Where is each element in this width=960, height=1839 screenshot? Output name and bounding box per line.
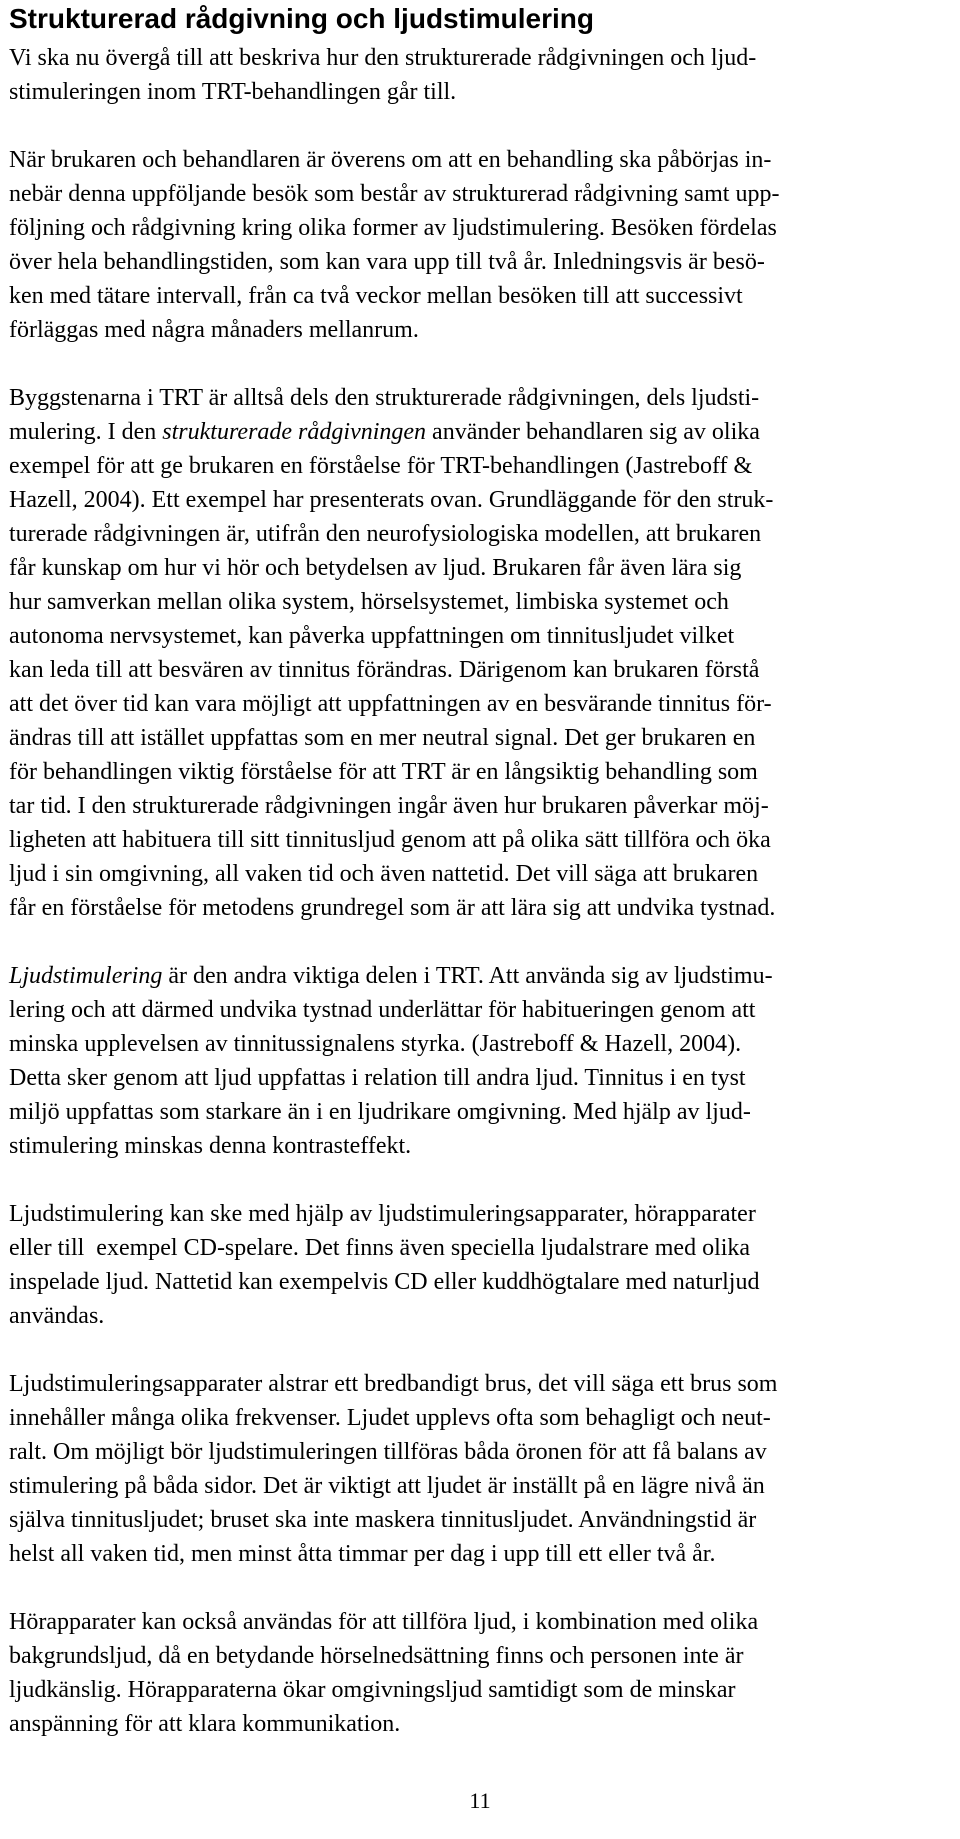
paragraph-devices: [9, 1197, 949, 1333]
text-line: får en förståelse för metodens grundregel som är att lära sig att undvika tystnad.: [9, 895, 776, 921]
text-line: ljud i sin omgivning, all vaken tid och även nattetid. Det vill säga att brukaren: [9, 861, 759, 887]
text-line: kan leda till att besvären av tinnitus förändras. Därigenom kan brukaren förstå: [9, 657, 760, 683]
text-line: [9, 959, 949, 993]
text-line: ken med tätare intervall, från ca två veckor mellan besöken till att successivt: [9, 283, 743, 309]
text-line: Ljudstimulering kan ske med hjälp av ljudstimuleringsapparater, hörapparater: [9, 1201, 756, 1227]
text-line: När brukaren och behandlaren är överens om att en behandling ska påbörjas in-: [9, 147, 772, 173]
text-line: anspänning för att klara kommunikation.: [9, 1711, 401, 1737]
text-line: följning och rådgivning kring olika former av ljudstimulering. Besöken fördelas: [9, 215, 777, 241]
text-run: använder behandlaren sig av olika: [426, 419, 760, 445]
text-run: mulering. I den: [9, 419, 163, 445]
text-line: användas.: [9, 1303, 105, 1329]
text-line: [9, 415, 949, 449]
text-line: helst all vaken tid, men minst åtta timmar per dag i upp till ett eller två år.: [9, 1541, 716, 1567]
text-line: autonoma nervsystemet, kan påverka uppfattningen om tinnitusljudet vilket: [9, 623, 735, 649]
text-line: att det över tid kan vara möjligt att uppfattningen av en besvärande tinnitus för-: [9, 691, 772, 717]
text-line: stimuleringen inom TRT-behandlingen går till.: [9, 79, 457, 105]
text-line: Ljudstimuleringsapparater alstrar ett bredbandigt brus, det vill säga ett brus som: [9, 1371, 778, 1397]
text-line: ändras till att istället uppfattas som en mer neutral signal. Det ger brukaren en: [9, 725, 756, 751]
text-line: får kunskap om hur vi hör och betydelsen av ljud. Brukaren får även lära sig: [9, 555, 742, 581]
text-line: eller till exempel CD-spelare. Det finns även speciella ljudalstrare med olika: [9, 1235, 751, 1261]
text-line: Hörapparater kan också användas för att tillföra ljud, i kombination med olika: [9, 1609, 759, 1635]
text-line: minska upplevelsen av tinnitussignalens styrka. (Jastreboff & Hazell, 2004).: [9, 1031, 742, 1057]
text-line: ralt. Om möjligt bör ljudstimuleringen tillföras båda öronen för att få balans av: [9, 1439, 767, 1465]
text-line: ljudkänslig. Hörapparaterna ökar omgivningsljud samtidigt som de minskar: [9, 1677, 736, 1703]
text-line: lering och att därmed undvika tystnad underlättar för habitueringen genom att: [9, 997, 756, 1023]
text-run: är den andra viktiga delen i TRT. Att använda sig av ljudstimu-: [162, 963, 773, 989]
text-line: stimulering minskas denna kontrasteffekt.: [9, 1133, 412, 1159]
emphasis-term: strukturerade rådgivningen: [162, 419, 427, 445]
paragraph-visits: [9, 143, 949, 347]
paragraph-noise-generators: [9, 1367, 949, 1571]
page-number: 11: [469, 1788, 491, 1813]
text-line: ligheten att habituera till sitt tinnitusljud genom att på olika sätt tillföra och öka: [9, 827, 771, 853]
text-line: nebär denna uppföljande besök som består av strukturerad rådgivning samt upp-: [9, 181, 780, 207]
section-title: Strukturerad rådgivning och ljudstimulering: [9, 3, 594, 34]
text-line: Vi ska nu övergå till att beskriva hur den strukturerade rådgivningen och ljud-: [9, 45, 757, 71]
text-line: stimulering på båda sidor. Det är viktigt att ljudet är inställt på en lägre nivå än: [9, 1473, 765, 1499]
text-line: över hela behandlingstiden, som kan vara upp till två år. Inledningsvis är besö-: [9, 249, 765, 275]
text-line: Hazell, 2004). Ett exempel har presenterats ovan. Grundläggande för den struk-: [9, 487, 774, 513]
text-line: bakgrundsljud, då en betydande hörselnedsättning finns och personen inte är: [9, 1643, 744, 1669]
text-line: tar tid. I den strukturerade rådgivningen ingår även hur brukaren påverkar möj-: [9, 793, 769, 819]
page-content: [9, 0, 949, 1741]
text-line: turerade rådgivningen är, utifrån den neurofysiologiska modellen, att brukaren: [9, 521, 762, 547]
paragraph-intro: [9, 41, 949, 109]
text-line: själva tinnitusljudet; bruset ska inte maskera tinnitusljudet. Användningstid är: [9, 1507, 757, 1533]
text-line: inspelade ljud. Nattetid kan exempelvis CD eller kuddhögtalare med naturljud: [9, 1269, 760, 1295]
paragraph-hearing-aids: [9, 1605, 949, 1741]
emphasis-term: Ljudstimulering: [9, 963, 163, 989]
text-line: Detta sker genom att ljud uppfattas i relation till andra ljud. Tinnitus i en tyst: [9, 1065, 746, 1091]
text-line: hur samverkan mellan olika system, hörselsystemet, limbiska systemet och: [9, 589, 729, 615]
text-line: Byggstenarna i TRT är alltså dels den strukturerade rådgivningen, dels ljudsti-: [9, 385, 760, 411]
text-line: innehåller många olika frekvenser. Ljudet upplevs ofta som behagligt och neut-: [9, 1405, 771, 1431]
text-line: för behandlingen viktig förståelse för att TRT är en långsiktig behandling som: [9, 759, 758, 785]
paragraph-sound-stimulation: [9, 959, 949, 1163]
text-line: exempel för att ge brukaren en förståelse för TRT-behandlingen (Jastreboff &: [9, 453, 753, 479]
paragraph-building-blocks: [9, 381, 949, 925]
text-line: förläggas med några månaders mellanrum.: [9, 317, 419, 343]
text-line: miljö uppfattas som starkare än i en ljudrikare omgivning. Med hjälp av ljud-: [9, 1099, 751, 1125]
